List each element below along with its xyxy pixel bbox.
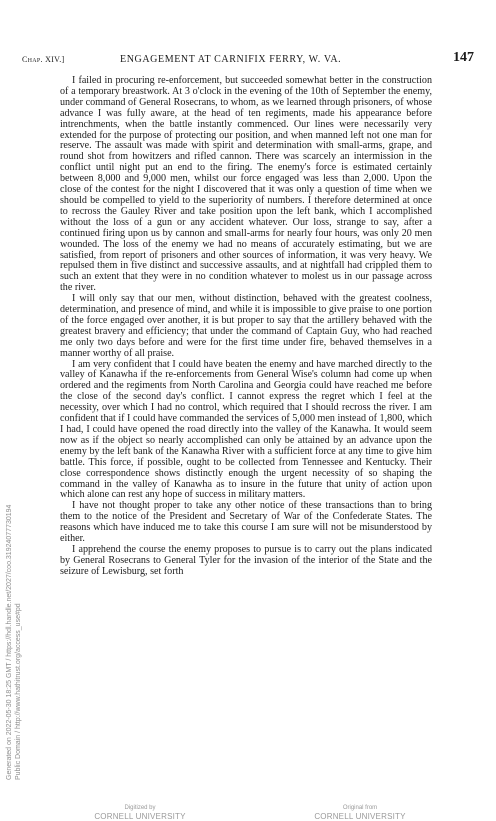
footer-original bbox=[280, 805, 440, 821]
paragraph: I am very confident that I could have beaten the enemy and have marched directly to the valley of Kanawha if the re-enforcements from General Wise's column had come up when ordered and the regiments from North Carolina and Georgia could have reached me before the close of the second day's conflict. I cannot express the regret which I feel at the necessity, over which I had no control, which required that I should recross the river. I am confident that if I could have commanded the services of 5,000 men instead of 1,800, which I had, I could have opened the road directly into the valley of the Kanawha. It would seem now as if the object so nearly accomplished can only be attained by an advance upon the enemy by the left bank of the Kanawha River with a sufficient force at any time to give him battle. This force, if possible, ought to be collected from Tennessee and Kentucky. Their close correspondence shows distinctly enough the urgent necessity of so shaping the command in the valley of Kanawha as to insure in the future that unity of action upon which alone can rest any hope of success in military matters. bbox=[60, 358, 432, 501]
paragraph: I failed in procuring re-enforcement, but succeeded somewhat better in the construction of a temporary breastwork. At 3 o'clock in the evening of the 10th of September the enemy, under command of General Rosecrans, to whom, as we learned through prisoners, of whose advance I was fully aware, at the head of ten regiments, made his appearance before intrenchments, when the battle instantly commenced. Our lines were necessarily very extended for the purpose of protecting our position, and when manned left not one man for reserve. The assault was made with spirit and determination with small-arms, grape, and round shot from howitzers and rifled cannon. There was scarcely an intermission in the conflict until night put an end to the firing. The enemy's force is estimated certainly between 8,000 and 9,000 men, whilst our force engaged was less than 2,000. Upon the close of the contest for the night I discovered that it was only a question of time when we should be compelled to yield to the superiority of numbers. I therefore determined at once to recross the Gauley River and take position upon the left bank, which I accomplished without the loss of a gun or any accident whatever. Our loss, strange to say, after a continued firing upon us by cannon and small-arms for nearly four hours, was only 20 men wounded. The loss of the enemy we had no means of accurately estimating, but we are satisfied, from report of prisoners and other sources of information, it was very heavy. We repulsed them in five distinct and successive assaults, and at nightfall had crippled them to such an extent that they were in no condition whatever to molest us in our passage across the river. bbox=[60, 75, 432, 294]
page-number: 147 bbox=[453, 50, 474, 65]
body-text bbox=[60, 76, 432, 578]
paragraph: I apprehend the course the enemy proposes to pursue is to carry out the plans indicated by General Rosecrans to General Tyler for the invasion of the interior of the State and the seizure of Lewisburg, set forth bbox=[60, 543, 432, 577]
running-header bbox=[22, 50, 474, 70]
watermark-line: Public Domain / http://www.hathitrust.org/access_use#pd bbox=[15, 603, 22, 780]
footer-original-institution: CORNELL UNIVERSITY bbox=[314, 812, 406, 821]
chapter-label: Chap. XIV.] bbox=[22, 55, 65, 64]
watermark-line: Generated on 2022-05-30 18:25 GMT / https://hdl.handle.net/2027/coo.31924077730194 bbox=[6, 504, 13, 780]
footer-digitized-institution: CORNELL UNIVERSITY bbox=[94, 812, 186, 821]
footer-digitized-label: Digitized by bbox=[124, 805, 156, 811]
footer-original-label: Original from bbox=[342, 805, 378, 811]
paragraph: I have not thought proper to take any other notice of these transactions than to bring them to the notice of the President and Secretary of War of the Confederate States. The reasons which have induced me to take this course I am sure will not be misunderstood by either. bbox=[60, 500, 432, 545]
footer-digitized bbox=[60, 805, 220, 821]
paragraph: I will only say that our men, without distinction, behaved with the greatest coolness, determination, and presence of mind, and while it is impossible to give praise to one portion of the force engaged over another, it is but proper to say that the artillery behaved with the greatest bravery and efficiency; that under the command of Captain Guy, who had reached me only two days before and were for the first time under fire, behaved themselves in a manner worthy of all praise. bbox=[60, 293, 432, 359]
side-watermark bbox=[5, 505, 23, 780]
running-title: ENGAGEMENT AT CARNIFIX FERRY, W. VA. bbox=[120, 54, 342, 65]
